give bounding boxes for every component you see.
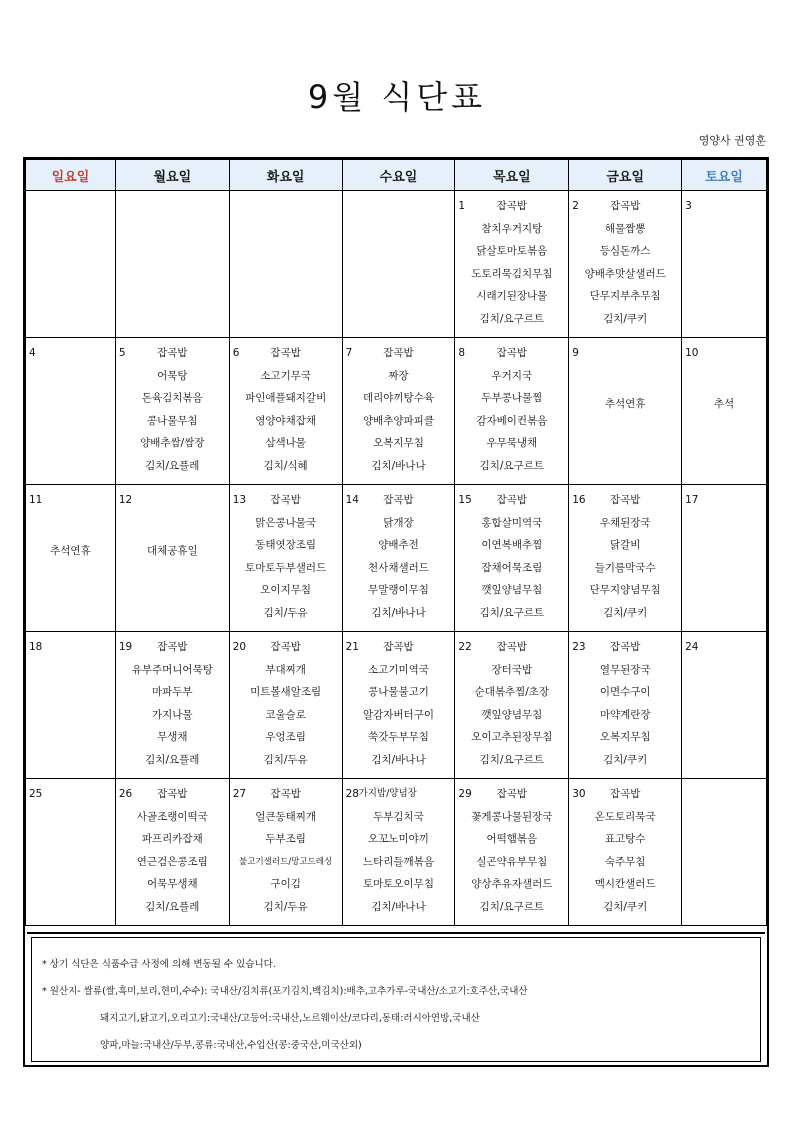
menu-item: 들기름막국수 [594,561,656,574]
menu-item: 잡곡밥 [270,788,301,800]
menu-item: 어묵무생채 [146,878,198,890]
day-cell [229,779,342,926]
day-number: 13 [232,494,247,506]
day-number: 2 [572,200,579,212]
day-header-thursday: 목요일 [455,160,569,191]
menu-item: 사골조랭이떡국 [136,810,208,823]
holiday-label: 대체공휴일 [146,545,198,557]
menu-item: 잡곡밥 [496,788,528,800]
day-content [343,489,455,624]
day-number: 28 [345,788,359,800]
menu-item: 양상추유자샐러드 [471,878,553,890]
menu-item: 가지밥/양념장 [358,788,417,799]
day-cell [115,779,229,926]
day-number: 9 [572,347,579,359]
menu-item: 쑥갓두부무침 [368,731,429,743]
day-header-sunday: 일요일 [26,160,116,191]
note-origin-cont-2: 양파,마늘:국내산/두부,콩류:국내산,수입산(콩:중국산,미국산외) [100,1040,362,1051]
menu-item: 어묵탕 [157,369,188,382]
day-content [343,342,455,477]
menu-item: 느타리들깨볶음 [362,855,434,868]
menu-item: 소고기무국 [260,369,311,382]
menu-item: 미트볼새알조림 [250,686,322,698]
menu-item: 콩나물무침 [146,414,198,427]
menu-item: 이연복배추찜 [481,539,543,551]
menu-item: 김치/두유 [263,753,308,766]
menu-item: 잡곡밥 [383,641,414,653]
day-content [455,636,568,771]
menu-item: 김치/바나나 [371,459,426,472]
menu-item: 두부콩나물찜 [481,392,543,404]
day-number: 16 [572,494,586,506]
menu-item: 김치/요플레 [145,459,200,472]
menu-item: 닭개장 [383,516,414,529]
day-header-saturday: 토요일 [682,160,767,191]
menu-item: 우엉조림 [265,731,306,743]
menu-item: 오꼬노미야끼 [368,833,429,845]
day-cell [26,191,116,338]
day-content [455,195,568,330]
day-number: 21 [345,641,359,653]
menu-item: 김치/바나나 [371,900,426,913]
day-number: 27 [232,788,247,800]
menu-item: 두부김치국 [373,810,424,823]
day-content [569,195,681,330]
menu-item: 열무된장국 [599,663,651,676]
menu-item: 표고탕수 [604,833,646,845]
menu-item: 해물짬뽕 [604,222,646,235]
day-content [569,489,681,624]
menu-item: 김치/쿠키 [603,900,648,913]
menu-item: 실곤약유부무침 [476,855,548,868]
menu-item: 홍합살미역국 [481,516,543,529]
day-cell [682,779,767,926]
menu-item: 잡곡밥 [496,347,528,359]
week-row [26,191,767,338]
menu-item: 잡곡밥 [270,641,301,653]
menu-item: 데리야끼탕수육 [362,392,434,404]
menu-item: 김치/식혜 [263,459,308,472]
menu-item: 영양야채잡채 [255,414,317,427]
menu-item: 오이고추된장무침 [471,731,553,743]
day-number: 5 [118,347,126,359]
day-number: 25 [29,788,43,800]
day-cell [682,191,767,338]
menu-item: 김치/요구르트 [479,312,545,325]
menu-item: 김치/두유 [263,606,308,619]
menu-item: 잡곡밥 [609,641,641,653]
day-cell [342,632,455,779]
day-cell [342,779,455,926]
day-cell [455,338,569,485]
day-cell [115,632,229,779]
menu-item: 잡곡밥 [496,494,528,506]
menu-item: 맑은콩나물국 [255,516,317,529]
menu-item: 김치/요구르트 [479,459,545,472]
menu-item: 양배추전 [378,539,419,551]
menu-item: 온도토리묵국 [594,810,656,823]
menu-item: 코울슬로 [265,708,306,721]
week-row [26,338,767,485]
note-change-notice: * 상기 식단은 식품수급 사정에 의해 변동될 수 있습니다. [42,959,276,970]
day-header-friday: 금요일 [569,160,682,191]
day-number: 11 [29,494,43,506]
menu-item: 김치/쿠키 [603,753,648,766]
menu-item: 도토리묵김치무침 [471,267,553,280]
holiday-label: 추석연휴 [50,545,91,557]
menu-item: 파프리카잡채 [141,833,203,845]
menu-item: 닭갈비 [609,539,641,551]
menu-item: 잡곡밥 [270,347,301,359]
day-cell [682,485,767,632]
day-content [116,783,229,918]
day-number: 3 [685,200,692,212]
day-cell [682,632,767,779]
day-cell [342,191,455,338]
menu-item: 두부조림 [265,833,306,845]
menu-calendar [23,157,769,1067]
notes-section [27,932,765,1065]
day-cell [569,191,682,338]
menu-item: 감자베이컨볶음 [476,414,548,427]
note-origin: * 원산지- 쌀류(쌀,흑미,보리,현미,수수): 국내산/김치류(포기김치,백김치):배추,고추가루-국내산/소고기:호주산,국내산 [42,986,528,997]
menu-item: 무생채 [157,731,188,743]
menu-item: 김치/쿠키 [603,312,648,325]
menu-item: 천사채샐러드 [368,561,429,574]
menu-item: 잡채어묵조림 [481,561,543,574]
menu-item: 양배추맛살샐러드 [584,267,666,280]
menu-item: 김치/바나나 [371,606,426,619]
day-content [230,636,342,771]
menu-item: 삼색나물 [265,437,306,449]
day-cell [115,485,229,632]
menu-item: 어떡햄볶음 [486,833,538,845]
day-number: 7 [345,347,353,359]
day-cell [26,485,116,632]
day-cell [26,779,116,926]
day-cell [115,338,229,485]
day-number: 20 [232,641,247,653]
day-cell [455,632,569,779]
day-content [343,636,455,771]
day-number: 1 [458,200,466,212]
day-number: 12 [118,494,133,506]
menu-item: 깻잎양념무침 [481,708,543,721]
day-content [455,489,568,624]
day-cell [569,632,682,779]
day-number: 8 [458,347,466,359]
menu-item: 잡곡밥 [383,347,414,359]
menu-item: 구이김 [270,878,301,890]
menu-item: 김치/요플레 [145,900,200,913]
day-number: 15 [458,494,472,506]
day-cell [229,485,342,632]
menu-item: 부대찌개 [265,663,306,676]
menu-item: 무말랭이무침 [368,584,429,596]
day-cell [342,338,455,485]
menu-item: 잡곡밥 [609,200,641,212]
menu-item: 오이지무침 [260,584,311,596]
menu-item: 김치/요구르트 [479,753,545,766]
menu-item: 돈육김치볶음 [141,392,203,404]
menu-item: 잡곡밥 [157,347,188,359]
day-number: 17 [685,494,699,506]
menu-item: 닭살토마토볶음 [476,245,548,257]
menu-item: 토마토오이무침 [362,878,434,890]
menu-item: 시래기된장나물 [476,290,548,302]
day-content [230,342,342,477]
holiday-label: 추석 [713,398,735,410]
day-number: 18 [29,641,43,653]
menu-item: 김치/두유 [263,900,308,913]
menu-item: 잡곡밥 [496,200,528,212]
day-content [230,489,342,624]
day-cell [569,338,682,485]
day-number: 24 [685,641,699,653]
menu-item: 알감자버터구이 [362,708,434,721]
menu-item: 김치/요구르트 [479,606,545,619]
day-number: 29 [458,788,472,800]
menu-item: 우채된장국 [599,516,651,529]
day-content [230,783,342,918]
menu-item: 잡곡밥 [157,641,188,653]
menu-item: 잡곡밥 [609,788,641,800]
menu-item: 오복지무침 [373,437,424,449]
menu-item: 얼큰동태찌개 [255,810,317,823]
day-cell [229,338,342,485]
menu-item: 연근검은콩조림 [136,855,208,868]
day-number: 19 [118,641,133,653]
day-number: 22 [458,641,472,653]
day-content [569,783,681,918]
menu-item: 이면수구이 [599,686,651,698]
menu-item: 잡곡밥 [383,494,414,506]
day-content [569,636,681,771]
day-cell [229,191,342,338]
menu-item: 단무지양념무침 [589,584,661,596]
day-cell [682,338,767,485]
menu-item: 유부주머니어묵탕 [131,663,213,676]
day-cell [455,191,569,338]
day-content [116,342,229,477]
menu-item: 깻잎양념무침 [481,584,543,596]
day-content [116,636,229,771]
menu-item: 양배추쌈/쌈장 [140,437,205,449]
day-cell [229,632,342,779]
day-cell [342,485,455,632]
menu-item: 참치우거지탕 [481,222,543,235]
menu-item: 가지나물 [152,708,193,721]
menu-item: 김치/쿠키 [603,606,648,619]
menu-item: 꽃게콩나물된장국 [471,810,553,823]
menu-item: 짜장 [388,369,409,382]
day-number: 4 [29,347,36,359]
day-cell [455,779,569,926]
week-row [26,632,767,779]
menu-item: 잡곡밥 [496,641,528,653]
menu-item: 잡곡밥 [157,788,188,800]
holiday-label: 추석연휴 [604,398,646,410]
menu-item: 우무묵냉채 [486,437,538,449]
menu-item: 김치/요구르트 [479,900,545,913]
note-origin-cont-1: 돼지고기,닭고기,오리고기:국내산/고등어:국내산,노르웨이산/코다리,동태:러시아연방,국내산 [100,1013,480,1024]
menu-item: 오복지무침 [599,731,651,743]
menu-item: 김치/바나나 [371,753,426,766]
day-content [343,783,455,918]
week-row [26,485,767,632]
menu-item: 등심돈까스 [599,245,651,257]
menu-item: 김치/요플레 [145,753,200,766]
day-number: 6 [232,347,240,359]
menu-item: 멕시칸샐러드 [594,878,656,890]
menu-item: 잡곡밥 [270,494,301,506]
menu-item: 숙주무침 [604,855,646,868]
day-cell [455,485,569,632]
day-number: 14 [345,494,359,506]
menu-item: 동태엿장조림 [255,539,317,551]
day-header-tuesday: 화요일 [229,160,342,191]
day-number: 26 [118,788,133,800]
day-cell [26,338,116,485]
day-number: 23 [572,641,586,653]
week-row [26,779,767,926]
menu-item: 마약계란장 [599,708,651,721]
menu-item: 양배추양파피클 [362,414,434,427]
weekday-header-row [26,160,767,191]
notes-box [31,937,761,1062]
menu-item: 마파두부 [152,686,193,698]
day-header-monday: 월요일 [115,160,229,191]
menu-item: 장터국밥 [491,663,533,676]
menu-item: 파인애플돼지갈비 [245,392,327,404]
day-number: 30 [572,788,586,800]
day-content [455,342,568,477]
day-cell [115,191,229,338]
author-label: 영양사 권영훈 [698,134,766,147]
day-cell [569,485,682,632]
menu-item: 불고기샐러드/망고드레싱 [239,856,333,867]
calendar-table [25,159,767,926]
menu-item: 콩나물불고기 [368,686,429,698]
menu-item: 토마토두부샐러드 [245,561,327,574]
menu-item: 단무지부추무침 [589,290,661,302]
menu-item: 우거지국 [491,369,533,382]
day-content [455,783,568,918]
menu-item: 순대볶추찜/초장 [474,686,550,698]
day-number: 10 [685,347,699,359]
page-title: 9월 식단표 [307,78,487,116]
day-header-wednesday: 수요일 [342,160,455,191]
day-cell [26,632,116,779]
menu-item: 잡곡밥 [609,494,641,506]
menu-item: 소고기미역국 [368,663,429,676]
day-cell [569,779,682,926]
